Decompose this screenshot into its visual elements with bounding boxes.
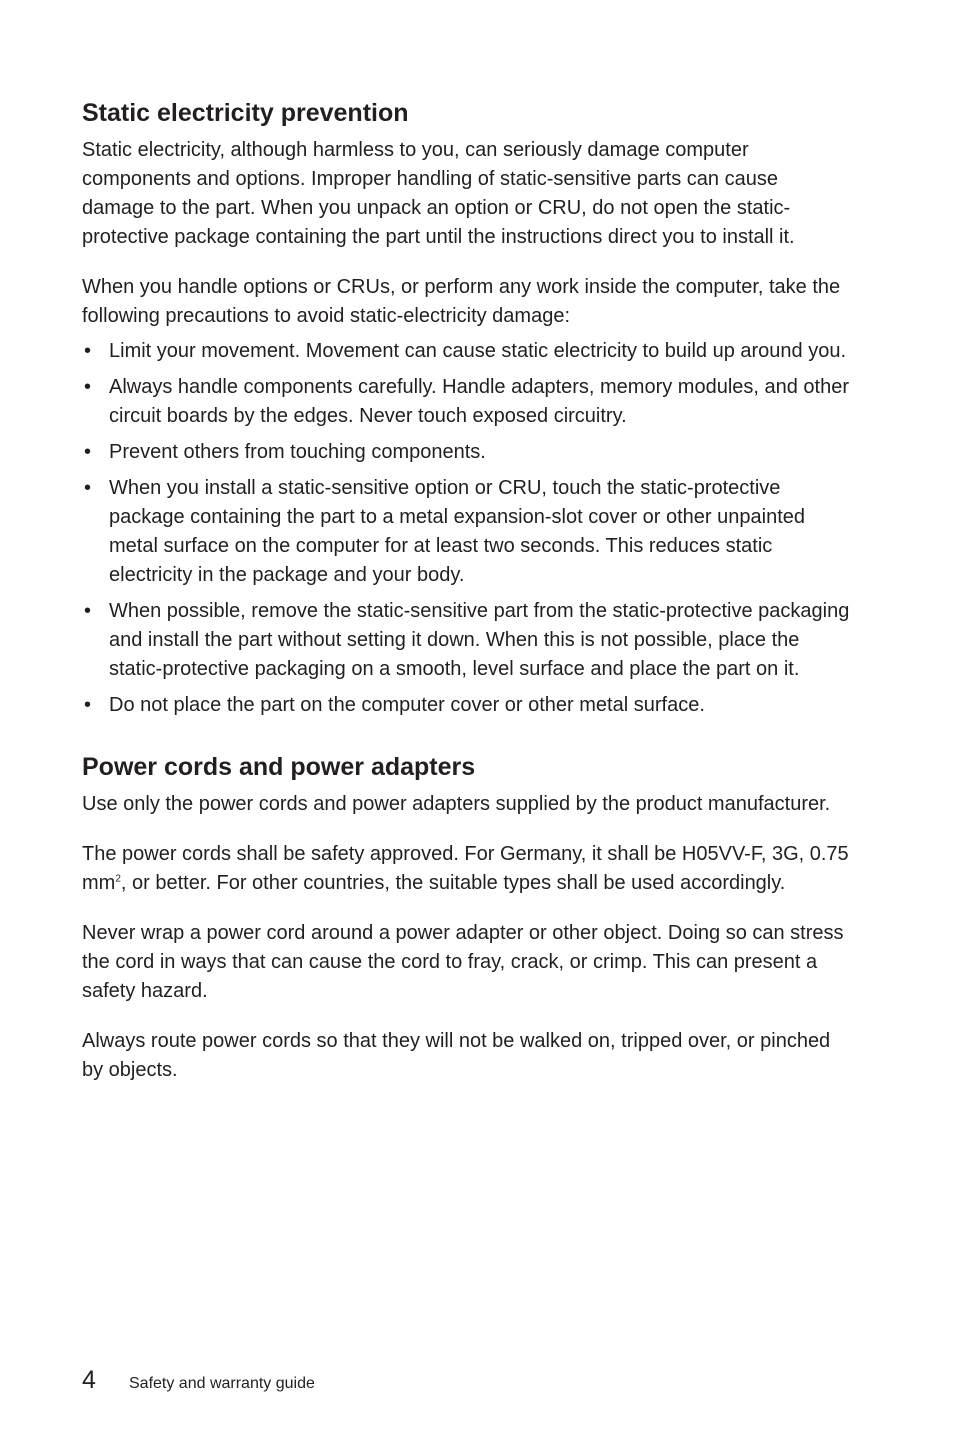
bullet-icon: • — [84, 694, 92, 716]
bullet-icon: • — [84, 441, 92, 463]
list-item: • When you install a static-sensitive option or CRU, touch the static-protective package containing the part to a metal expansion-slot cover or other unpainted metal surface on the computer for at least two seconds. This reduces static electricity in the package and your body. — [82, 474, 854, 590]
page-footer — [82, 1366, 315, 1395]
paragraph: The power cords shall be safety approved. For Germany, it shall be H05VV-F, 3G, 0.75 $mm^2$, or better. For other countries, the suitable types shall be used accordingly. — [82, 843, 849, 894]
list-item: • Always handle components carefully. Handle adapters, memory modules, and other circuit boards by the edges. Never touch exposed circuitry. — [82, 373, 854, 431]
section-static-electricity — [82, 96, 854, 720]
paragraph: When you handle options or CRUs, or perform any work inside the computer, take the following precautions to avoid static-electricity damage: — [82, 276, 841, 327]
paragraph: Always route power cords so that they will not be walked on, tripped over, or pinched by objects. — [82, 1030, 831, 1081]
bullet-icon: • — [84, 340, 92, 362]
list-item: • When possible, remove the static-sensitive part from the static-protective packaging and install the part without setting it down. When this is not possible, place the static-protective packaging on a smooth, level surface and place the part on it. — [82, 597, 854, 684]
bullet-icon: • — [84, 376, 92, 398]
precautions-list — [82, 337, 854, 720]
list-item: • Limit your movement. Movement can cause static electricity to build up around you. — [82, 337, 854, 366]
section-heading: Static electricity prevention — [82, 99, 409, 127]
page-number: 4 — [82, 1366, 96, 1394]
section-heading: Power cords and power adapters — [82, 753, 476, 781]
superscript: 2 — [115, 873, 121, 885]
paragraph: Use only the power cords and power adapters supplied by the product manufacturer. — [82, 793, 831, 815]
list-item: • Do not place the part on the computer cover or other metal surface. — [82, 691, 854, 720]
bullet-icon: • — [84, 600, 92, 622]
paragraph: Never wrap a power cord around a power adapter or other object. Doing so can stress the cord in ways that can cause the cord to fray, crack, or crimp. This can present a safety hazard. — [82, 922, 844, 1002]
section-power-cords — [82, 750, 854, 1085]
footer-title: Safety and warranty guide — [129, 1375, 315, 1392]
bullet-icon: • — [84, 477, 92, 499]
list-item: • Prevent others from touching components. — [82, 438, 854, 467]
paragraph: Static electricity, although harmless to you, can seriously damage computer components and options. Improper handling of static-sensitive parts can cause damage to the part. When you unpack an option or CRU, do not open the static-protective package containing the part until the instructions direct you to install it. — [82, 139, 795, 248]
page-body — [82, 96, 854, 1085]
